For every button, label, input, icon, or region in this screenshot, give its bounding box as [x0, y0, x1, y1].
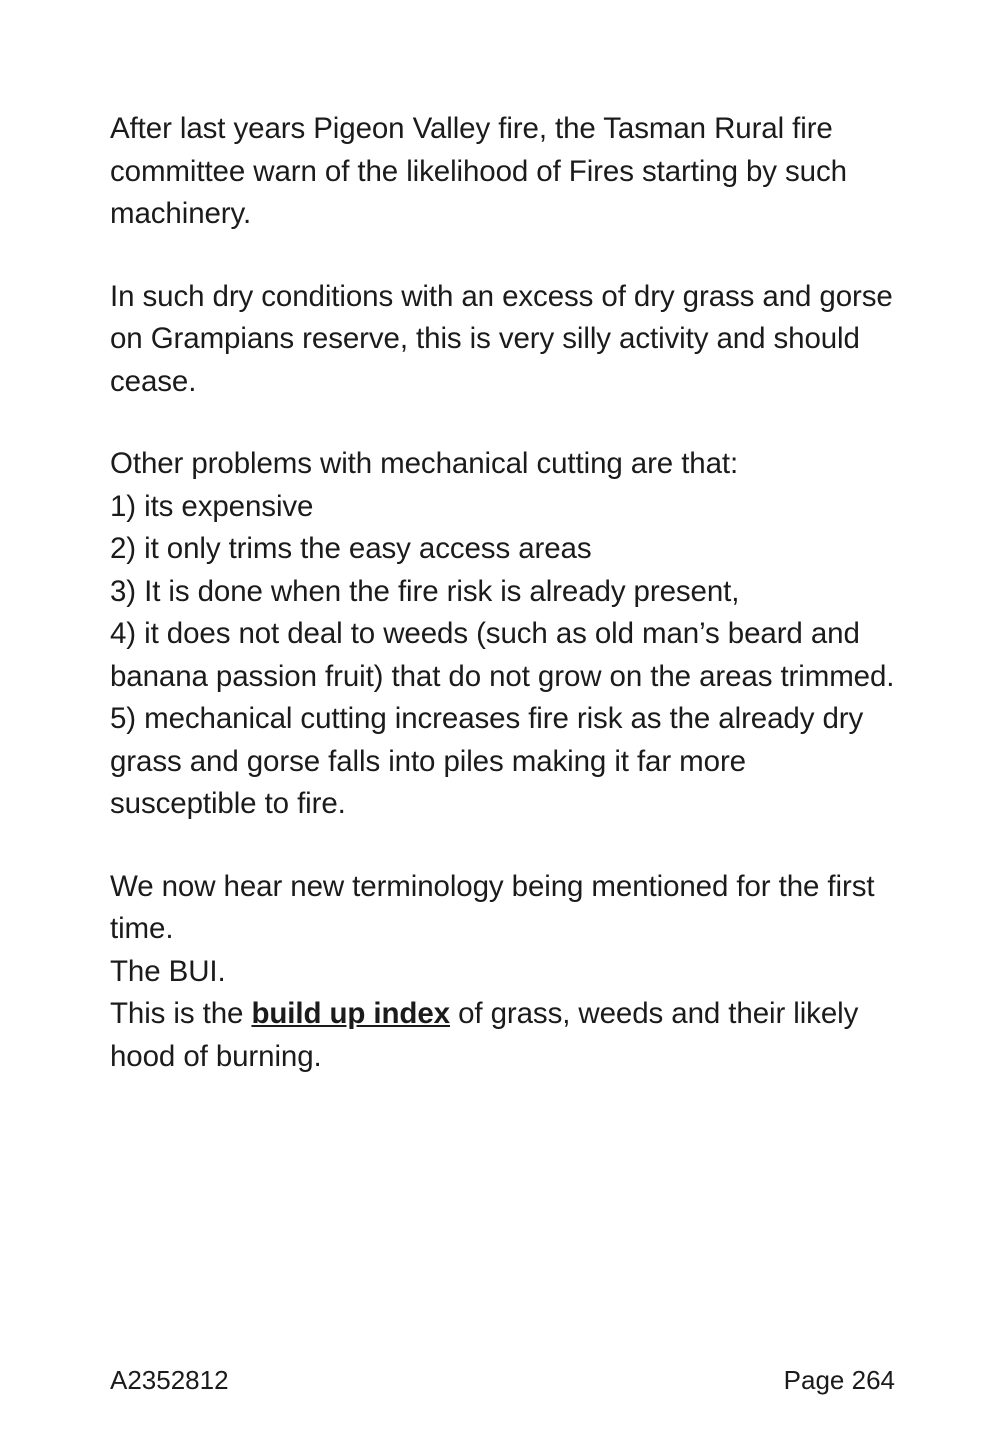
list-item: 3) It is done when the fire risk is already present, [110, 574, 740, 608]
problems-list-block [110, 443, 900, 826]
list-item: 1) its expensive [110, 489, 314, 523]
list-intro: Other problems with mechanical cutting are that: [110, 447, 739, 480]
closing-line-1: We now hear new terminology being mentioned for the first time. [110, 869, 875, 945]
closing-block [110, 866, 900, 1079]
paragraph-1: After last years Pigeon Valley fire, the Tasman Rural fire committee warn of the likelihood of Fires starting by such machinery. [110, 112, 847, 230]
closing-text-after: of grass, weeds and their likely hood of burning. [110, 997, 859, 1073]
closing-line-3 [110, 993, 900, 1078]
list-item: 5) mechanical cutting increases fire risk as the already dry grass and gorse falls into piles making it far more susceptible to fire. [110, 702, 864, 820]
paragraph-2: In such dry conditions with an excess of dry grass and gorse on Grampians reserve, this is very silly activity and should cease. [110, 279, 893, 398]
page-number: Page 264 [783, 1365, 895, 1395]
document-body [110, 108, 900, 1078]
page-footer [110, 1365, 895, 1396]
document-reference: A2352812 [110, 1365, 229, 1395]
emphasized-term: build up index [251, 997, 450, 1030]
list-item: 4) it does not deal to weeds (such as old man’s beard and banana passion fruit) that do not grow on the areas trimmed. [110, 617, 895, 693]
list-item: 2) it only trims the easy access areas [110, 532, 592, 565]
closing-text-before: This is the [110, 997, 252, 1030]
closing-line-2: The BUI. [110, 954, 226, 988]
